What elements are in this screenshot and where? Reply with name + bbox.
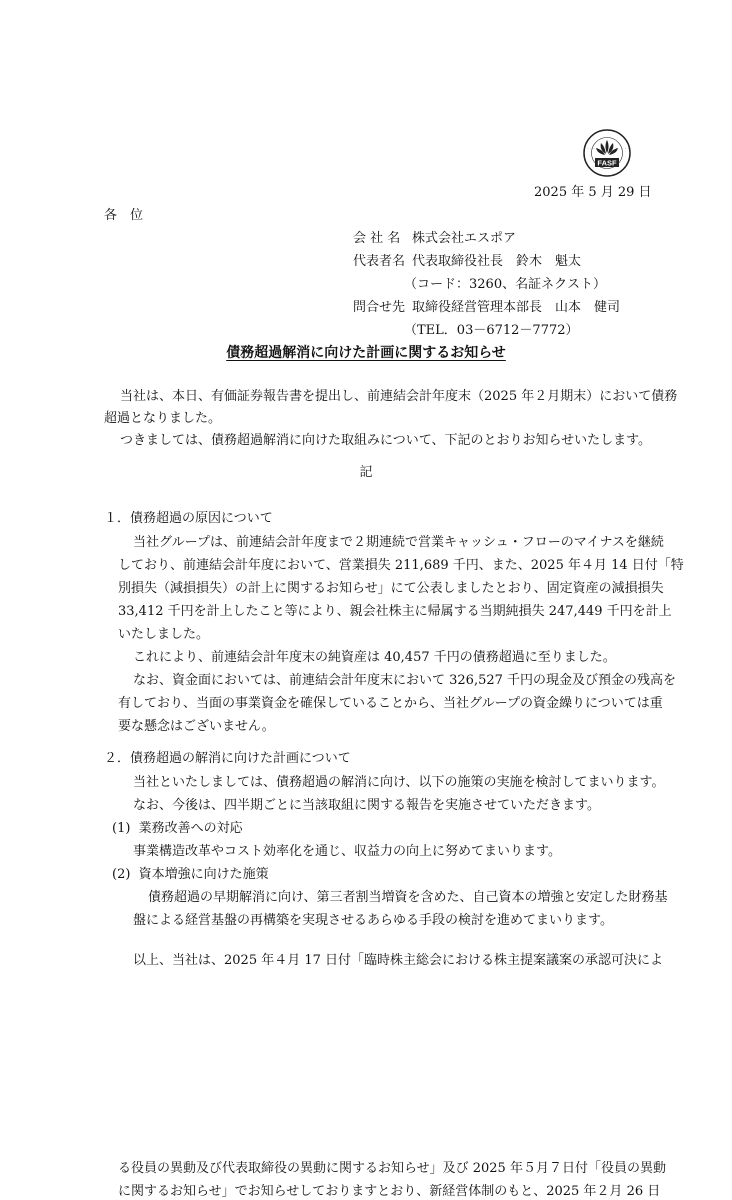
company-value: 株式会社エスポア	[412, 231, 517, 246]
subsection-1-heading: (1) 業務改善への対応	[112, 821, 243, 836]
subsection-2-heading: (2) 資本増強に向けた施策	[112, 867, 269, 882]
company-label: 会 社 名	[353, 231, 401, 246]
section-2-heading: ２．債務超過の解消に向けた計画について	[104, 751, 351, 766]
svg-text:・・・: ・・・	[586, 147, 596, 151]
section-1-line: 有しており、当面の事業資金を確保していることから、当社グループの資金繰りについては重	[118, 696, 663, 711]
section-1-line: 33,412 千円を計上したこと等により、親会社株主に帰属する当期純損失 247,449 千円を計上	[118, 604, 672, 619]
next-page-line: に関するお知らせ」でお知らせしておりますとおり、新経営体制のもと、2025 年２月 26 日	[118, 1184, 661, 1199]
section-1-line: いたしました。	[118, 627, 210, 642]
logo-label: FASF	[597, 158, 617, 168]
fasf-logo	[582, 128, 632, 178]
ki-marker: 記	[359, 465, 373, 480]
contact-label: 問合せ先	[353, 300, 406, 315]
document-date: 2025 年 5 月 29 日	[534, 185, 652, 200]
section-1-line: 要な懸念はございません。	[118, 719, 275, 734]
representative-label: 代表者名	[353, 254, 406, 269]
recipient: 各 位	[104, 208, 144, 223]
subsection-1-line: 事業構造改革やコスト効率化を通じ、収益力の向上に努めてまいります。	[133, 844, 561, 859]
section-1-line: しており、前連結会計年度において、営業損失 211,689 千円、また、2025 年４月 14 日付「特	[118, 558, 684, 573]
subsection-2-line: 盤による経営基盤の再構築を実現させるあらゆる手段の検討を進めてまいります。	[133, 913, 613, 928]
intro-line: 超過となりました。	[104, 411, 222, 426]
stock-code: （コード：3260、名証ネクスト）	[404, 277, 606, 292]
fasf-seal-icon	[582, 128, 632, 178]
contact-value: 取締役経営管理本部長 山本 健司	[412, 300, 621, 315]
section-2-line: なお、今後は、四半期ごとに当該取組に関する報告を実施させていただきます。	[133, 798, 600, 813]
intro-line: 当社は、本日、有価証券報告書を提出し、前連結会計年度末（2025 年２月期末）において債務	[120, 389, 678, 404]
subsection-2-line: 債務超過の早期解消に向け、第三者割当増資を含めた、自己資本の増強と安定した財務基	[148, 890, 668, 905]
section-1-line: 当社グループは、前連結会計年度まで２期連続で営業キャッシュ・フローのマイナスを継続	[133, 535, 664, 550]
closing-line: 以上、当社は、2025 年４月 17 日付「臨時株主総会における株主提案議案の承認可決によ	[133, 953, 664, 968]
representative-value: 代表取締役社長 鈴木 魁太	[412, 254, 582, 269]
section-1-line: 別損失（減損損失）の計上に関するお知らせ」にて公表しましたとおり、固定資産の減損損失	[118, 581, 664, 596]
section-2-line: 当社といたしましては、債務超過の解消に向け、以下の施策の実施を検討してまいります。	[133, 775, 665, 790]
section-1-heading: １．債務超過の原因について	[104, 511, 273, 526]
intro-line: つきましては、債務超過解消に向けた取組みについて、下記のとおりお知らせいたします。	[120, 433, 652, 448]
next-page-line: る役員の異動及び代表取締役の異動に関するお知らせ」及び 2025 年５月７日付「役員の異動	[118, 1161, 666, 1176]
contact-tel: （TEL．03－6712－7772）	[404, 323, 579, 338]
section-1-line: これにより、前連結会計年度末の純資産は 40,457 千円の債務超過に至りました。	[133, 650, 616, 665]
page-title: 債務超過解消に向けた計画に関するお知らせ	[226, 345, 506, 361]
section-1-line: なお、資金面においては、前連結会計年度末において 326,527 千円の現金及び預金の残高を	[133, 673, 677, 688]
svg-text:・・・: ・・・	[621, 147, 631, 151]
